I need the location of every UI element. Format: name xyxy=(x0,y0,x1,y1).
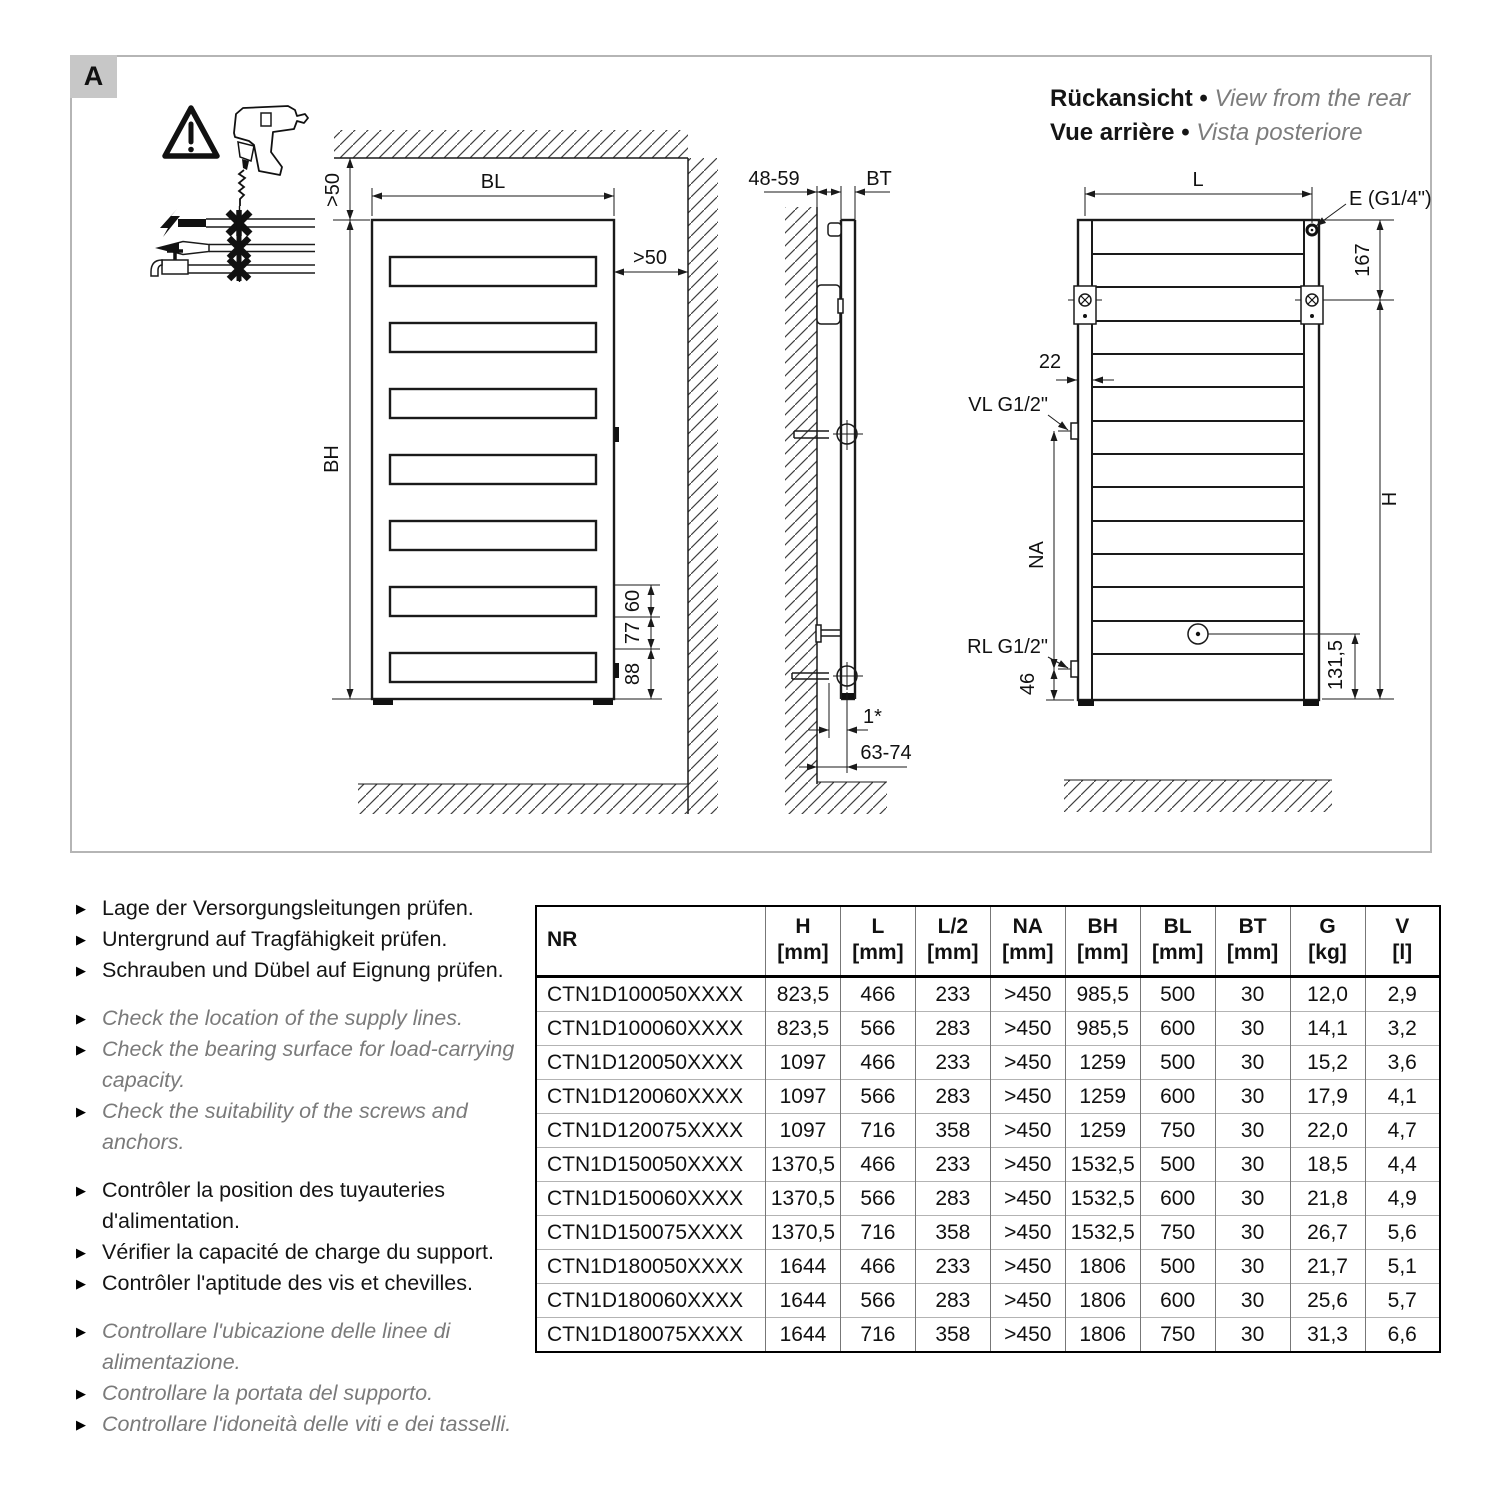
table-cell: 30 xyxy=(1215,1080,1290,1114)
table-cell: 600 xyxy=(1140,1182,1215,1216)
dim-label-pipe-distance: 63-74 xyxy=(860,742,912,764)
table-cell: 716 xyxy=(840,1318,915,1353)
checklist-text: Contrôler l'aptitude des vis et chevilles. xyxy=(102,1271,473,1295)
table-cell: 4,1 xyxy=(1365,1080,1440,1114)
table-cell: 1097 xyxy=(766,1114,841,1148)
table-cell: 466 xyxy=(840,1046,915,1080)
table-cell: 600 xyxy=(1140,1080,1215,1114)
table-cell: CTN1D120060XXXX xyxy=(536,1080,766,1114)
table-cell: >450 xyxy=(990,977,1065,1012)
bullet-icon: ▶ xyxy=(76,1324,86,1339)
checklist-item xyxy=(76,1003,528,1034)
table-cell: 233 xyxy=(915,1250,990,1284)
checklist-english xyxy=(76,1003,528,1158)
rear-return-connection xyxy=(1071,661,1078,677)
table-cell: 1806 xyxy=(1065,1284,1140,1318)
table-cell: 26,7 xyxy=(1290,1216,1365,1250)
table-cell: >450 xyxy=(990,1012,1065,1046)
table-cell: >450 xyxy=(990,1250,1065,1284)
table-row xyxy=(536,1080,1440,1114)
table-cell: 22,0 xyxy=(1290,1114,1365,1148)
table-cell: >450 xyxy=(990,1284,1065,1318)
table-cell: 500 xyxy=(1140,1046,1215,1080)
caption-fr: Vue arrière xyxy=(1050,119,1175,146)
checklist-item xyxy=(76,1268,528,1299)
bullet-icon: ▶ xyxy=(76,1042,86,1057)
table-cell: 566 xyxy=(840,1182,915,1216)
checklist-text: Schrauben und Dübel auf Eignung prüfen. xyxy=(102,958,504,982)
table-cell: 30 xyxy=(1215,977,1290,1012)
table-cell: 31,3 xyxy=(1290,1318,1365,1353)
table-cell: 1532,5 xyxy=(1065,1216,1140,1250)
rear-mounting-bracket-left xyxy=(1068,286,1102,324)
table-header-cell: V [l] xyxy=(1365,906,1440,977)
table-cell: 5,7 xyxy=(1365,1284,1440,1318)
dim-label-vent: E (G1/4") xyxy=(1349,188,1432,210)
table-cell: CTN1D150060XXXX xyxy=(536,1182,766,1216)
bullet-icon: ▶ xyxy=(76,963,86,978)
table-cell: 6,6 xyxy=(1365,1318,1440,1353)
table-cell: >450 xyxy=(990,1182,1065,1216)
table-cell: 566 xyxy=(840,1080,915,1114)
table-cell: 750 xyxy=(1140,1216,1215,1250)
table-cell: 233 xyxy=(915,977,990,1012)
table-cell: 30 xyxy=(1215,1012,1290,1046)
dim-label-88: 88 xyxy=(622,662,644,686)
dim-label-na: NA xyxy=(1026,541,1048,569)
table-header-cell: G [kg] xyxy=(1290,906,1365,977)
table-cell: 30 xyxy=(1215,1046,1290,1080)
table-cell: 283 xyxy=(915,1080,990,1114)
table-cell: CTN1D180060XXXX xyxy=(536,1284,766,1318)
table-cell: 750 xyxy=(1140,1114,1215,1148)
table-cell: 1259 xyxy=(1065,1046,1140,1080)
section-label: A xyxy=(70,55,117,98)
drawing-sheet xyxy=(70,55,1432,853)
dim-label-bt: BT xyxy=(866,168,892,190)
table-row xyxy=(536,1318,1440,1353)
dim-label-side-clearance: >50 xyxy=(633,247,667,269)
side-vent-valve xyxy=(828,223,841,236)
checklist-text: Check the bearing surface for load-carrying capacity. xyxy=(102,1037,515,1092)
bullet-icon: ▶ xyxy=(76,1417,86,1432)
table-cell: 30 xyxy=(1215,1284,1290,1318)
table-header-cell: NR xyxy=(536,906,766,977)
table-header-row xyxy=(536,906,1440,977)
table-cell: 4,9 xyxy=(1365,1182,1440,1216)
checklist-item xyxy=(76,1175,528,1237)
checklist-text: Contrôler la position des tuyauteries d'alimentation. xyxy=(102,1178,445,1233)
dim-label-rl: RL G1/2" xyxy=(967,636,1048,658)
dim-label-22: 22 xyxy=(1038,351,1062,373)
table-cell: 466 xyxy=(840,977,915,1012)
dim-label-h: H xyxy=(1379,491,1401,507)
table-cell: 18,5 xyxy=(1290,1148,1365,1182)
table-header-cell: NA [mm] xyxy=(990,906,1065,977)
dim-label-167: 167 xyxy=(1352,243,1374,277)
table-cell: CTN1D150075XXXX xyxy=(536,1216,766,1250)
table-cell: 1259 xyxy=(1065,1114,1140,1148)
table-header-cell: H [mm] xyxy=(766,906,841,977)
table-cell: >450 xyxy=(990,1114,1065,1148)
table-cell: 25,6 xyxy=(1290,1284,1365,1318)
table-cell: 500 xyxy=(1140,977,1215,1012)
table-row xyxy=(536,1012,1440,1046)
table-cell: 5,6 xyxy=(1365,1216,1440,1250)
dim-label-wall-distance: 48-59 xyxy=(748,168,800,190)
checklist-text: Lage der Versorgungsleitungen prüfen. xyxy=(102,896,474,920)
table-cell: 823,5 xyxy=(766,1012,841,1046)
checklist-item xyxy=(76,924,528,955)
rear-mounting-bracket-right xyxy=(1295,286,1329,324)
table-cell: 466 xyxy=(840,1148,915,1182)
table-cell: 1370,5 xyxy=(766,1148,841,1182)
table-cell: 2,9 xyxy=(1365,977,1440,1012)
table-header-cell: BH [mm] xyxy=(1065,906,1140,977)
table-cell: 1370,5 xyxy=(766,1182,841,1216)
checklist-item xyxy=(76,893,528,924)
pre-installation-checklist xyxy=(76,893,528,1457)
table-row xyxy=(536,1046,1440,1080)
caption-it: Vista posteriore xyxy=(1196,119,1363,146)
table-cell: 3,6 xyxy=(1365,1046,1440,1080)
table-cell: >450 xyxy=(990,1046,1065,1080)
table-cell: 600 xyxy=(1140,1012,1215,1046)
table-cell: 283 xyxy=(915,1182,990,1216)
table-header-cell: BT [mm] xyxy=(1215,906,1290,977)
table-cell: 30 xyxy=(1215,1114,1290,1148)
bullet-icon: ▶ xyxy=(76,901,86,916)
table-cell: 5,1 xyxy=(1365,1250,1440,1284)
table-cell: 1370,5 xyxy=(766,1216,841,1250)
side-wall-bracket xyxy=(817,285,840,324)
checklist-text: Vérifier la capacité de charge du support. xyxy=(102,1240,495,1264)
table-cell: 500 xyxy=(1140,1148,1215,1182)
bullet-icon: ▶ xyxy=(76,1386,86,1401)
table-header-cell: L/2 [mm] xyxy=(915,906,990,977)
table-row xyxy=(536,1148,1440,1182)
caption-line-1 xyxy=(1050,82,1410,116)
rear-flow-connection xyxy=(1071,423,1078,439)
table-cell: 4,7 xyxy=(1365,1114,1440,1148)
caption-separator: • xyxy=(1199,85,1208,112)
table-row xyxy=(536,1250,1440,1284)
caption-separator: • xyxy=(1181,119,1190,146)
checklist-item xyxy=(76,1096,528,1158)
checklist-item xyxy=(76,1409,528,1440)
checklist-item xyxy=(76,1316,528,1378)
table-row xyxy=(536,1216,1440,1250)
dim-label-vl: VL G1/2" xyxy=(968,394,1048,416)
rear-view-drawing xyxy=(967,169,1432,812)
table-cell: 1532,5 xyxy=(1065,1182,1140,1216)
table-cell: 3,2 xyxy=(1365,1012,1440,1046)
table-cell: 985,5 xyxy=(1065,1012,1140,1046)
table-cell: 358 xyxy=(915,1114,990,1148)
table-cell: 1644 xyxy=(766,1318,841,1353)
dim-label-131: 131,5 xyxy=(1325,639,1347,691)
checklist-text: Untergrund auf Tragfähigkeit prüfen. xyxy=(102,927,448,951)
table-cell: 30 xyxy=(1215,1216,1290,1250)
checklist-text: Controllare l'ubicazione delle linee di alimentazione. xyxy=(102,1319,451,1374)
checklist-text: Controllare la portata del supporto. xyxy=(102,1381,434,1405)
table-cell: 500 xyxy=(1140,1250,1215,1284)
table-cell: 750 xyxy=(1140,1318,1215,1353)
checklist-item xyxy=(76,955,528,986)
table-cell: 30 xyxy=(1215,1148,1290,1182)
table-cell: 716 xyxy=(840,1114,915,1148)
table-cell: 30 xyxy=(1215,1318,1290,1353)
table-cell: 1097 xyxy=(766,1080,841,1114)
table-cell: 600 xyxy=(1140,1284,1215,1318)
bullet-icon: ▶ xyxy=(76,1276,86,1291)
checklist-text: Check the suitability of the screws and anchors. xyxy=(102,1099,468,1154)
table-cell: CTN1D100060XXXX xyxy=(536,1012,766,1046)
front-radiator-slots xyxy=(390,257,596,682)
table-cell: 1644 xyxy=(766,1284,841,1318)
table-cell: 1806 xyxy=(1065,1250,1140,1284)
table-cell: 985,5 xyxy=(1065,977,1140,1012)
table-cell: 30 xyxy=(1215,1182,1290,1216)
dim-label-offset-note: 1* xyxy=(863,706,882,728)
bullet-icon: ▶ xyxy=(76,1104,86,1119)
checklist-text: Check the location of the supply lines. xyxy=(102,1006,463,1030)
table-cell: 21,7 xyxy=(1290,1250,1365,1284)
rear-radiator-bars xyxy=(1092,254,1304,654)
dim-label-bl: BL xyxy=(480,171,506,193)
checklist-item xyxy=(76,1034,528,1096)
table-cell: 466 xyxy=(840,1250,915,1284)
table-cell: 1532,5 xyxy=(1065,1148,1140,1182)
table-cell: >450 xyxy=(990,1148,1065,1182)
no-drilling-cross-icons xyxy=(228,210,250,281)
table-cell: 358 xyxy=(915,1318,990,1353)
bullet-icon: ▶ xyxy=(76,1245,86,1260)
drill-icon xyxy=(234,106,308,206)
checklist-text: Controllare l'idoneità delle viti e dei tasselli. xyxy=(102,1412,512,1436)
table-cell: 283 xyxy=(915,1284,990,1318)
table-cell: CTN1D120075XXXX xyxy=(536,1114,766,1148)
table-cell: 1097 xyxy=(766,1046,841,1080)
checklist-italian xyxy=(76,1316,528,1440)
dim-label-l: L xyxy=(1192,169,1204,191)
table-cell: 233 xyxy=(915,1148,990,1182)
table-cell: 30 xyxy=(1215,1250,1290,1284)
dim-label-top-clearance: >50 xyxy=(322,173,344,207)
table-cell: 4,4 xyxy=(1365,1148,1440,1182)
dim-label-46: 46 xyxy=(1017,672,1039,696)
table-cell: 566 xyxy=(840,1012,915,1046)
caption-de: Rückansicht xyxy=(1050,85,1193,112)
table-body xyxy=(536,977,1440,1353)
table-row xyxy=(536,1182,1440,1216)
table-cell: CTN1D120050XXXX xyxy=(536,1046,766,1080)
table-cell: 358 xyxy=(915,1216,990,1250)
table-row xyxy=(536,1284,1440,1318)
bullet-icon: ▶ xyxy=(76,1011,86,1026)
table-cell: >450 xyxy=(990,1216,1065,1250)
table-cell: 233 xyxy=(915,1046,990,1080)
table-cell: 1806 xyxy=(1065,1318,1140,1353)
dim-label-bh: BH xyxy=(321,445,343,473)
table-cell: >450 xyxy=(990,1080,1065,1114)
dim-label-77: 77 xyxy=(622,621,644,645)
table-cell: 716 xyxy=(840,1216,915,1250)
table-cell: >450 xyxy=(990,1318,1065,1353)
table-cell: 14,1 xyxy=(1290,1012,1365,1046)
checklist-item xyxy=(76,1237,528,1268)
spec-table xyxy=(535,905,1441,1353)
table-cell: 823,5 xyxy=(766,977,841,1012)
table-cell: 12,0 xyxy=(1290,977,1365,1012)
side-view-drawing xyxy=(748,168,911,814)
table-cell: 1259 xyxy=(1065,1080,1140,1114)
table-header-cell: BL [mm] xyxy=(1140,906,1215,977)
dim-label-60: 60 xyxy=(622,589,644,613)
bullet-icon: ▶ xyxy=(76,932,86,947)
table-header-cell: L [mm] xyxy=(840,906,915,977)
table-row xyxy=(536,1114,1440,1148)
installation-drawing xyxy=(72,57,1434,855)
table-cell: 17,9 xyxy=(1290,1080,1365,1114)
table-cell: 1644 xyxy=(766,1250,841,1284)
table-cell: 283 xyxy=(915,1012,990,1046)
warning-triangle-icon xyxy=(165,108,217,156)
checklist-item xyxy=(76,1378,528,1409)
table-cell: 566 xyxy=(840,1284,915,1318)
table-cell: CTN1D180050XXXX xyxy=(536,1250,766,1284)
table-cell: CTN1D100050XXXX xyxy=(536,977,766,1012)
rear-view-caption xyxy=(1050,82,1410,150)
checklist-german xyxy=(76,893,528,986)
table-cell: CTN1D150050XXXX xyxy=(536,1148,766,1182)
table-row xyxy=(536,977,1440,1012)
caption-line-2 xyxy=(1050,116,1410,150)
front-view-drawing xyxy=(321,130,718,814)
table-cell: 21,8 xyxy=(1290,1182,1365,1216)
bullet-icon: ▶ xyxy=(76,1183,86,1198)
caption-en: View from the rear xyxy=(1214,85,1411,112)
table-cell: 15,2 xyxy=(1290,1046,1365,1080)
checklist-french xyxy=(76,1175,528,1299)
table-cell: CTN1D180075XXXX xyxy=(536,1318,766,1353)
